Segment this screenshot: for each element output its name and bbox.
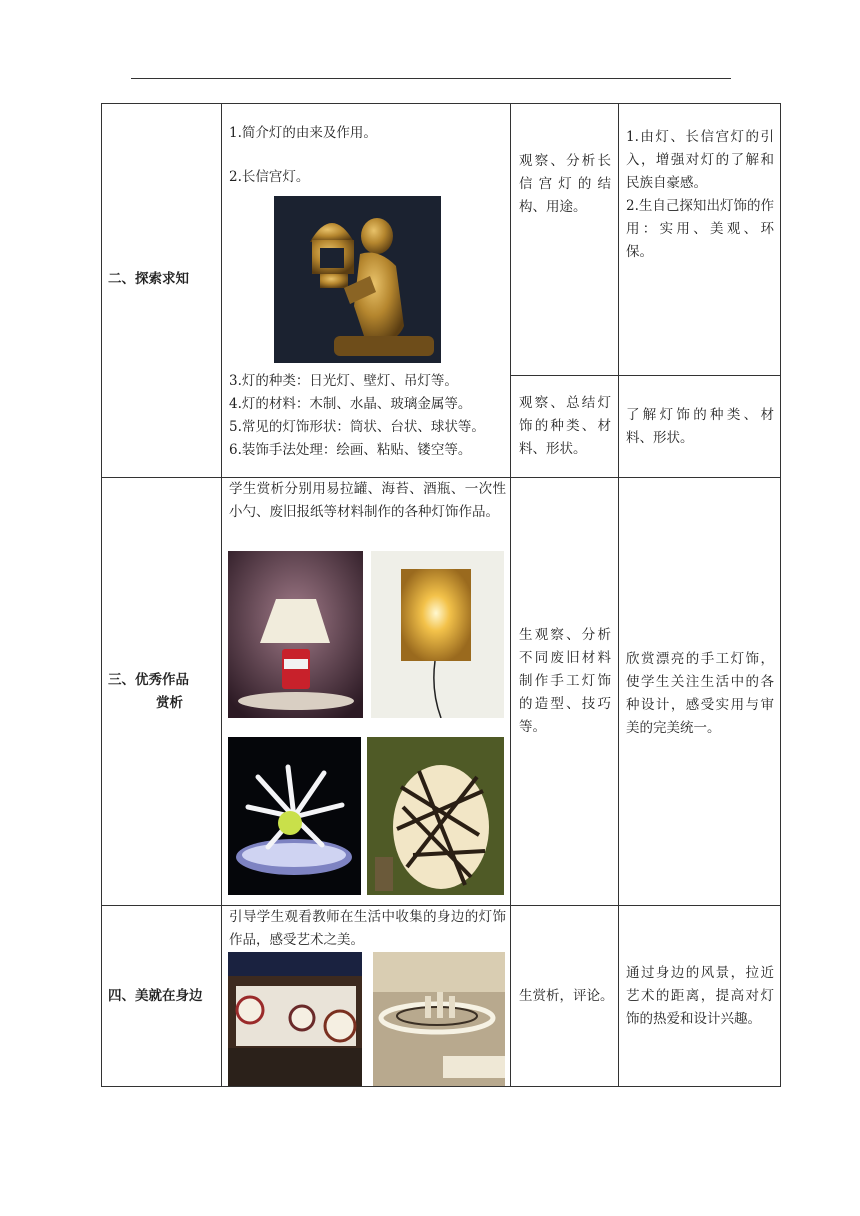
activity-explore-a: 观察、分析长信宫灯的结构、用途。 [519,153,611,215]
content-line: 5.常见的灯饰形状：筒状、台状、球状等。 [229,419,485,435]
activity-beauty-around: 生赏析，评论。 [519,988,614,1004]
stage-beauty-around: 四、美就在身边 [108,988,203,1004]
content-line: 6.装饰手法处理：绘画、粘贴、镂空等。 [229,442,472,458]
newspaper-lamp-image [367,737,504,895]
content-line: 3.灯的种类：日光灯、壁灯、吊灯等。 [229,373,458,389]
intent-explore-b: 了解灯饰的种类、材料、形状。 [626,407,774,446]
intent-line: 1.由灯、长信宫灯的引入，增强对灯的了解和民族自豪感。 [626,129,774,191]
stage-appreciation: 三、优秀作品 赏析 [108,672,189,711]
activity-appreciation: 生观察、分析不同废旧材料制作手工灯饰的造型、技巧等。 [519,627,611,735]
content-line: 4.灯的材料：木制、水晶、玻璃金属等。 [229,396,472,412]
changxin-palace-lamp-image [274,196,441,363]
content-line: 2.长信宫灯。 [229,169,310,185]
content-explore-top [229,122,505,189]
seaweed-wall-lamp-image [371,551,504,718]
activity-explore-b: 观察、总结灯饰的种类、材料、形状。 [519,395,611,457]
intent-beauty-around: 通过身边的风景，拉近艺术的距离，提高对灯饰的热爱和设计兴趣。 [626,965,774,1027]
ring-chandelier-image [373,952,505,1086]
stage-explore: 二、探索求知 [108,271,189,287]
intent-explore-a [626,126,774,264]
header-rule [131,78,731,79]
content-explore-bottom [229,370,509,462]
content-beauty-around: 引导学生观看教师在生活中收集的身边的灯饰作品，感受艺术之美。 [229,909,506,948]
shop-lamps-image [228,952,362,1086]
spoon-lamp-image [228,737,361,895]
intent-line: 2.生自己探知出灯饰的作用：实用、美观、环保。 [626,198,774,260]
content-line: 1.简介灯的由来及作用。 [229,125,377,141]
can-lamp-image [228,551,363,718]
content-appreciation: 学生赏析分别用易拉罐、海苔、酒瓶、一次性小勺、废旧报纸等材料制作的各种灯饰作品。 [229,481,506,520]
intent-appreciation: 欣赏漂亮的手工灯饰，使学生关注生活中的各种设计，感受实用与审美的完美统一。 [626,651,774,736]
